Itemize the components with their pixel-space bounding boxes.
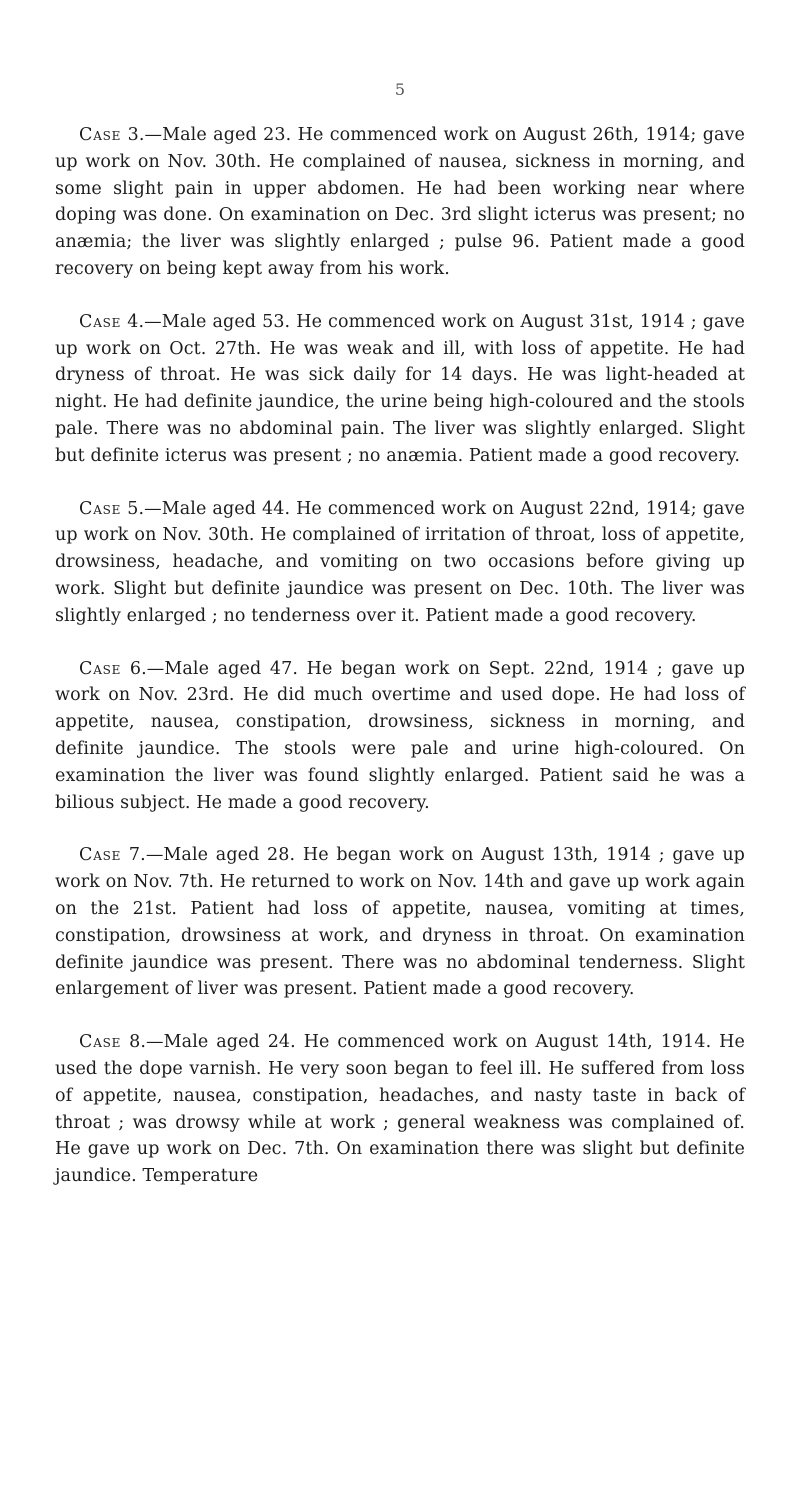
page-number: 5 [394, 80, 406, 99]
case-text: 4.—Male aged 53. He commenced work on August 31st, 1914 ; gave up work on Oct. 27th. He was weak and ill, with loss of appetite. He had dryness of throat. He was sick daily for 14 days. He was light-headed at night. He had definite jaundice, the urine being high-coloured and the stools pale. There was no abdominal pain. The liver was slightly enlarged. Slight but definite icterus was present ; no anæmia. Patient made a good recovery. [55, 311, 745, 466]
case-label: Case [79, 125, 122, 145]
case-text: 6.—Male aged 47. He began work on Sept. 22nd, 1914 ; gave up work on Nov. 23rd. He did much overtime and used dope. He had loss of appetite, nausea, constipation, drowsiness, sickness in morning, and definite jaundice. The stools were pale and urine high-coloured. On examination the liver was found slightly enlarged. Patient said he was a bilious subject. He made a good recovery. [55, 658, 745, 813]
case-label: Case [79, 311, 122, 332]
page-body [55, 122, 745, 1216]
case-5-paragraph [55, 496, 745, 630]
case-7-paragraph [55, 842, 745, 1003]
case-4-paragraph [55, 309, 745, 470]
case-6-paragraph [55, 656, 745, 817]
case-label: Case [79, 845, 122, 866]
case-label: Case [79, 498, 122, 519]
case-label: Case [79, 658, 122, 679]
case-label: Case [79, 1032, 122, 1053]
case-text: 7.—Male aged 28. He began work on August 13th, 1914 ; gave up work on Nov. 7th. He returned to work on Nov. 14th and gave up work again on the 21st. Patient had loss of appetite, nausea, vomiting at times, constipation, drowsiness at work, and dryness in throat. On examination definite jaundice was present. There was no abdominal tenderness. Slight enlargement of liver was present. Patient made a good recovery. [55, 845, 745, 1000]
case-8-paragraph [55, 1029, 745, 1190]
case-3-paragraph [55, 122, 745, 283]
case-text: 8.—Male aged 24. He commenced work on August 14th, 1914. He used the dope varnish. He very soon began to feel ill. He suffered from loss of appetite, nausea, constipation, headaches, and nasty taste in back of throat ; was drowsy while at work ; general weakness was complained of. He gave up work on Dec. 7th. On examination there was slight but definite jaundice. Temperature [55, 1032, 745, 1187]
case-text: 5.—Male aged 44. He commenced work on August 22nd, 1914; gave up work on Nov. 30th. He complained of irritation of throat, loss of appetite, drowsiness, headache, and vomiting on two occasions before giving up work. Slight but definite jaundice was present on Dec. 10th. The liver was slightly enlarged ; no tenderness over it. Patient made a good recovery. [55, 498, 746, 626]
case-text: 3.—Male aged 23. He commenced work on August 26th, 1914; gave up work on Nov. 30th. He complained of nausea, sickness in morning, and some slight pain in upper abdomen. He had been working near where doping was done. On examination on Dec. 3rd slight icterus was present; no anæmia; the liver was slightly enlarged ; pulse 96. Patient made a good recovery on being kept away from his work. [55, 125, 745, 279]
